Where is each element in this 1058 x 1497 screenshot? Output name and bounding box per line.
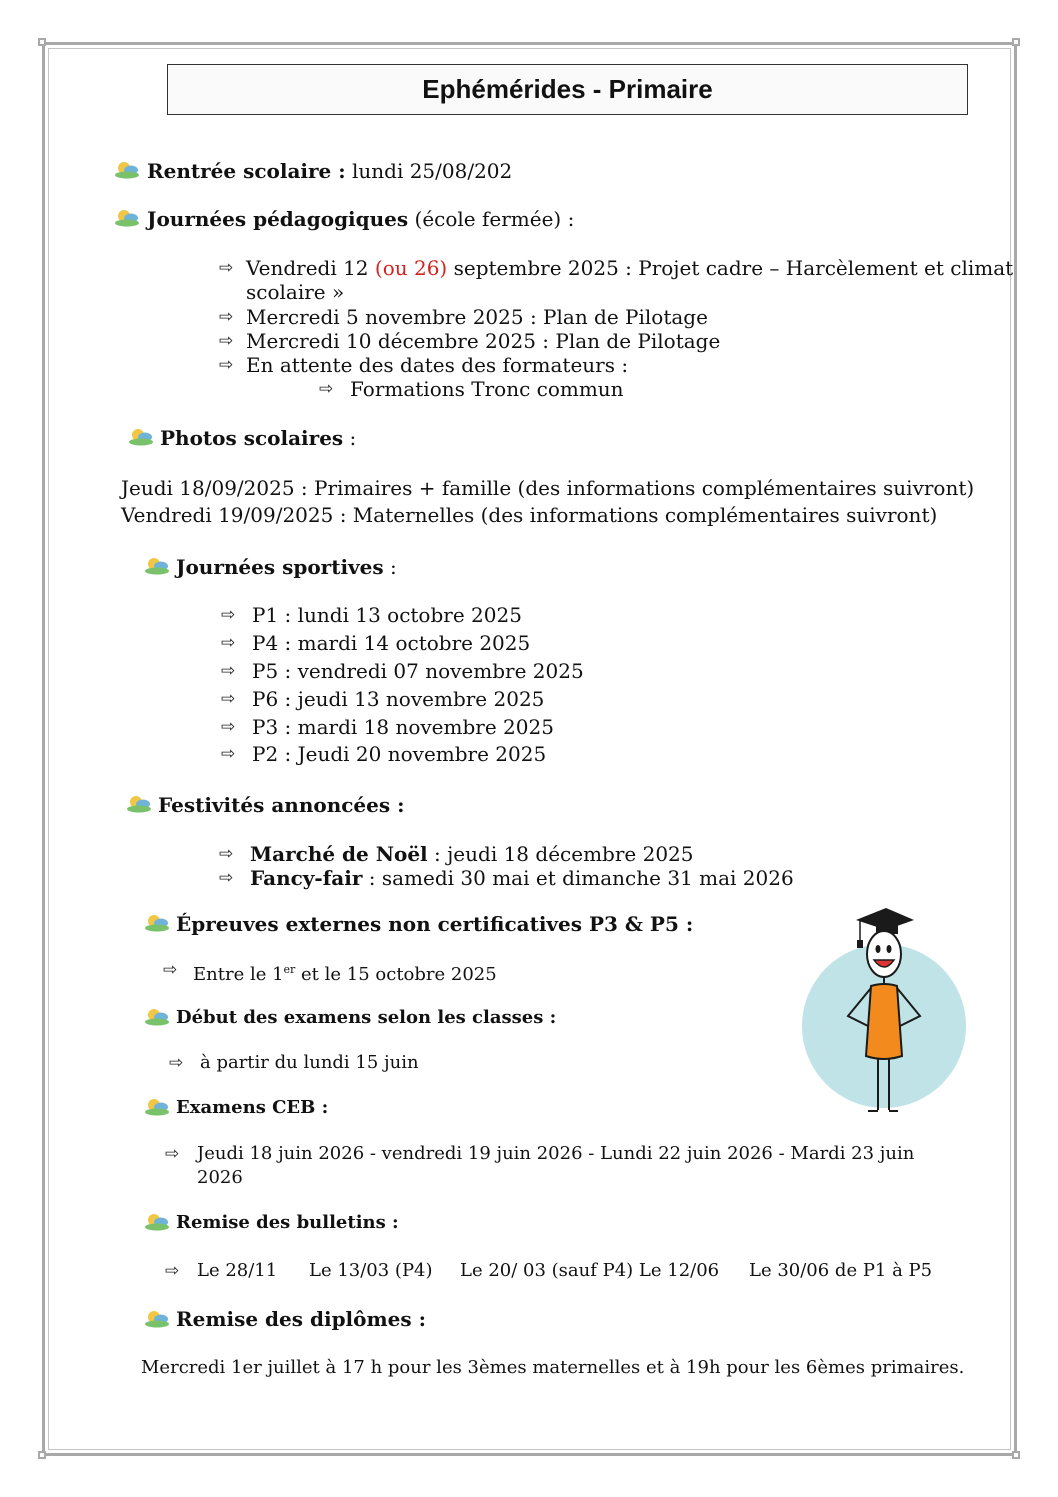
frame-corner-top-right xyxy=(1012,38,1020,46)
frame-corner-top-left xyxy=(38,38,46,46)
cloud-sun-icon xyxy=(114,161,140,179)
outline-arrow-right-icon: ⇨ xyxy=(219,331,234,351)
sport-item: P4 : mardi 14 octobre 2025 xyxy=(252,631,531,655)
epreuves-item-text: Entre le 1 xyxy=(193,964,284,985)
bulletin-date: Le 30/06 de P1 à P5 xyxy=(749,1260,933,1281)
sport-label: Journées sportives xyxy=(176,555,384,579)
sport-item: P6 : jeudi 13 novembre 2025 xyxy=(252,687,545,711)
cloud-sun-icon xyxy=(144,1008,170,1026)
sport-heading xyxy=(176,555,397,579)
sport-colon: : xyxy=(383,555,397,579)
ceb-label: Examens CEB : xyxy=(176,1097,329,1118)
epreuves-item xyxy=(193,958,497,987)
epreuves-label: Épreuves externes non certificatives P3 & P5 : xyxy=(176,912,694,936)
journee-peda-item-text: septembre 2025 : Projet cadre – Harcèlement et climat xyxy=(447,256,1014,280)
journee-peda-item: Mercredi 10 décembre 2025 : Plan de Pilotage xyxy=(246,329,721,353)
festivite-item xyxy=(250,866,794,890)
journees-peda-heading xyxy=(147,207,574,231)
journee-peda-alt-date: (ou 26) xyxy=(374,256,448,280)
bulletin-date: Le 13/03 (P4) xyxy=(309,1260,433,1281)
cloud-sun-icon xyxy=(126,795,152,813)
sport-item: P3 : mardi 18 novembre 2025 xyxy=(252,715,554,739)
sport-item: P5 : vendredi 07 novembre 2025 xyxy=(252,659,584,683)
rentree-line xyxy=(147,159,512,183)
outline-arrow-right-icon: ⇨ xyxy=(221,744,236,764)
photos-line: Vendredi 19/09/2025 : Maternelles (des informations complémentaires suivront) xyxy=(121,503,938,527)
bulletins-label: Remise des bulletins : xyxy=(176,1212,399,1233)
journee-peda-item xyxy=(246,256,1013,280)
outline-arrow-right-icon: ⇨ xyxy=(221,689,236,709)
photos-line: Jeudi 18/09/2025 : Primaires + famille (des informations complémentaires suivront) xyxy=(121,476,975,500)
sport-item: P1 : lundi 13 octobre 2025 xyxy=(252,603,522,627)
journee-peda-item: Mercredi 5 novembre 2025 : Plan de Pilotage xyxy=(246,305,708,329)
photos-label: Photos scolaires xyxy=(160,426,344,450)
sport-item: P2 : Jeudi 20 novembre 2025 xyxy=(252,742,547,766)
journee-peda-item-text: Vendredi 12 xyxy=(246,256,375,280)
festivite-item xyxy=(250,842,694,866)
examens-item: à partir du lundi 15 juin xyxy=(200,1052,419,1073)
rentree-label: Rentrée scolaire : xyxy=(147,159,346,183)
bulletin-date: Le 28/11 xyxy=(197,1260,278,1281)
cloud-sun-icon xyxy=(114,209,140,227)
journee-peda-item-continuation: scolaire » xyxy=(246,280,345,304)
journee-peda-item: En attente des dates des formateurs : xyxy=(246,353,629,377)
outline-arrow-right-icon: ⇨ xyxy=(221,717,236,737)
journee-peda-sub-item: Formations Tronc commun xyxy=(350,377,624,401)
outline-arrow-right-icon: ⇨ xyxy=(219,258,234,278)
outline-arrow-right-icon: ⇨ xyxy=(219,868,234,888)
festivite-date: : samedi 30 mai et dimanche 31 mai 2026 xyxy=(362,866,794,890)
cloud-sun-icon xyxy=(128,428,154,446)
cloud-sun-icon xyxy=(144,1098,170,1116)
graduate-student-illustration xyxy=(798,904,970,1118)
outline-arrow-right-icon: ⇨ xyxy=(169,1053,184,1073)
outline-arrow-right-icon: ⇨ xyxy=(221,661,236,681)
diplomes-text: Mercredi 1er juillet à 17 h pour les 3èmes maternelles et à 19h pour les 6èmes primaires. xyxy=(141,1357,965,1378)
ceb-dates-continuation: 2026 xyxy=(197,1167,243,1188)
cloud-sun-icon xyxy=(144,1213,170,1231)
outline-arrow-right-icon: ⇨ xyxy=(165,1261,180,1281)
examens-label: Début des examens selon les classes : xyxy=(176,1007,557,1028)
outline-arrow-right-icon: ⇨ xyxy=(319,379,334,399)
cloud-sun-icon xyxy=(144,557,170,575)
cloud-sun-icon xyxy=(144,1310,170,1328)
outline-arrow-right-icon: ⇨ xyxy=(165,1144,180,1164)
photos-colon: : xyxy=(343,426,357,450)
festivites-label: Festivités annoncées : xyxy=(158,793,405,817)
page-title: Ephémérides - Primaire xyxy=(167,64,968,115)
epreuves-item-sup: er xyxy=(283,963,296,976)
frame-corner-bottom-right xyxy=(1012,1451,1020,1459)
festivite-name: Fancy-fair xyxy=(250,866,363,890)
festivite-name: Marché de Noël xyxy=(250,842,428,866)
outline-arrow-right-icon: ⇨ xyxy=(219,355,234,375)
epreuves-item-text: et le 15 octobre 2025 xyxy=(295,964,497,985)
outline-arrow-right-icon: ⇨ xyxy=(163,960,178,980)
journees-peda-note: (école fermée) : xyxy=(408,207,575,231)
outline-arrow-right-icon: ⇨ xyxy=(219,844,234,864)
outline-arrow-right-icon: ⇨ xyxy=(219,307,234,327)
rentree-value: lundi 25/08/202 xyxy=(345,159,513,183)
diplomes-label: Remise des diplômes : xyxy=(176,1307,426,1331)
outline-arrow-right-icon: ⇨ xyxy=(221,633,236,653)
journees-peda-label: Journées pédagogiques xyxy=(147,207,409,231)
bulletin-date: Le 20/ 03 (sauf P4) Le 12/06 xyxy=(460,1260,720,1281)
frame-corner-bottom-left xyxy=(38,1451,46,1459)
cloud-sun-icon xyxy=(144,914,170,932)
ceb-dates: Jeudi 18 juin 2026 - vendredi 19 juin 2026 - Lundi 22 juin 2026 - Mardi 23 juin xyxy=(197,1143,915,1164)
festivite-date: : jeudi 18 décembre 2025 xyxy=(427,842,694,866)
photos-heading xyxy=(160,426,356,450)
outline-arrow-right-icon: ⇨ xyxy=(221,605,236,625)
